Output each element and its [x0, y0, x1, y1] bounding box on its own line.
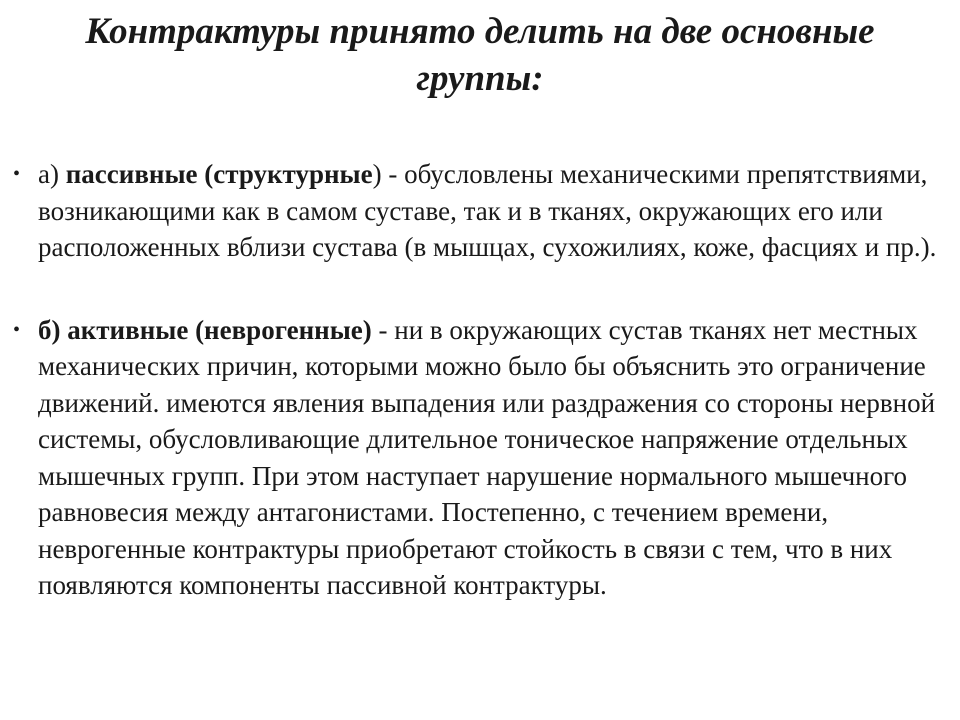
slide-title: Контрактуры принято делить на две основные группы: — [85, 11, 875, 99]
bullet-list — [10, 156, 950, 604]
bullet-item-passive — [10, 156, 950, 266]
bullet-text: - ни в окружающих сустав тканях нет местных механических причин, которыми можно было бы объяснить это ограничение движений. имеются явления выпадения или раздражения со стороны нервной системы, обусловливающие длительное тоническое напряжение отдельных мышечных групп. При этом наступает нарушение нормального мышечного равновесия между антагонистами. Постепенно, с течением времени, неврогенные контрактуры приобретают стойкость в связи с тем, что в них появляются компоненты пассивной контрактуры. — [38, 314, 936, 600]
bullet-dot-icon: • — [13, 318, 21, 341]
bullet-prefix: а) — [38, 159, 66, 189]
bullet-text: ) - обусловлены механическими препятствиями, возникающими как в самом суставе, так и в тканях, окружающих его или расположенных вблизи сустава (в мышцах, сухожилиях, коже, фасциях и пр.). — [38, 159, 937, 262]
bullet-term: б) активные (неврогенные) — [38, 314, 372, 345]
bullet-term: пассивные (структурные — [65, 159, 373, 189]
bullet-dot-icon: • — [13, 163, 21, 185]
bullet-item-active — [10, 312, 950, 604]
